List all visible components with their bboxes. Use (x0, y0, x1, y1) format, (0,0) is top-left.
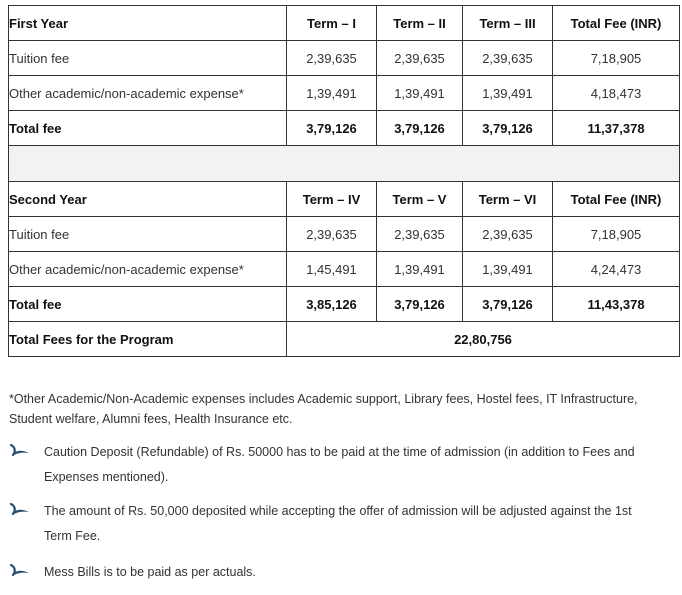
term-6-heading: Term – VI (463, 182, 553, 217)
term-1-heading: Term – I (287, 6, 377, 41)
table-row (9, 217, 680, 252)
table-cell: 4,18,473 (553, 76, 680, 111)
table-cell: 2,39,635 (463, 217, 553, 252)
table-cell: 3,79,126 (463, 111, 553, 146)
table-cell: 3,79,126 (377, 287, 463, 322)
table-cell: 3,79,126 (377, 111, 463, 146)
swoosh-bullet-icon (9, 562, 31, 578)
row-label: Other academic/non-academic expense* (9, 252, 287, 287)
separator-row (9, 146, 680, 182)
table-cell: 1,45,491 (287, 252, 377, 287)
table-cell: 1,39,491 (463, 252, 553, 287)
first-year-header-row (9, 6, 680, 41)
program-total-row (9, 322, 680, 357)
mess-bills-note: Mess Bills is to be paid as per actuals. (44, 565, 256, 579)
program-total-value: 22,80,756 (287, 322, 680, 357)
total-row (9, 287, 680, 322)
table-cell: 1,39,491 (377, 76, 463, 111)
table-row (9, 76, 680, 111)
table-cell: 11,37,378 (553, 111, 680, 146)
fee-structure-table (8, 5, 680, 357)
table-cell: 2,39,635 (377, 41, 463, 76)
table-cell: 2,39,635 (463, 41, 553, 76)
table-cell: 1,39,491 (463, 76, 553, 111)
second-year-header-row (9, 182, 680, 217)
table-cell: 2,39,635 (377, 217, 463, 252)
table-cell: 1,39,491 (287, 76, 377, 111)
table-cell: 1,39,491 (377, 252, 463, 287)
total-fee-heading: Total Fee (INR) (553, 182, 680, 217)
term-2-heading: Term – II (377, 6, 463, 41)
table-cell: 7,18,905 (553, 41, 680, 76)
program-total-label: Total Fees for the Program (9, 322, 287, 357)
table-cell: 11,43,378 (553, 287, 680, 322)
table-row (9, 41, 680, 76)
table-cell: 3,79,126 (463, 287, 553, 322)
row-label: Tuition fee (9, 217, 287, 252)
table-cell: 3,85,126 (287, 287, 377, 322)
table-cell: 2,39,635 (287, 41, 377, 76)
caution-deposit-note: Caution Deposit (Refundable) of Rs. 50000 has to be paid at the time of admission (in addition to Fees and Expenses mentioned). (44, 445, 635, 484)
term-3-heading: Term – III (463, 6, 553, 41)
table-cell: 7,18,905 (553, 217, 680, 252)
first-year-heading: First Year (9, 6, 287, 41)
deposit-adjustment-note: The amount of Rs. 50,000 deposited while accepting the offer of admission will be adjusted against the 1st Term Fee. (44, 504, 632, 543)
table-cell: 2,39,635 (287, 217, 377, 252)
table-row (9, 252, 680, 287)
second-year-heading: Second Year (9, 182, 287, 217)
separator-cell (9, 146, 680, 182)
total-fee-heading: Total Fee (INR) (553, 6, 680, 41)
table-cell: 3,79,126 (287, 111, 377, 146)
row-label: Tuition fee (9, 41, 287, 76)
term-4-heading: Term – IV (287, 182, 377, 217)
row-label: Total fee (9, 287, 287, 322)
swoosh-bullet-icon (9, 501, 31, 517)
row-label: Other academic/non-academic expense* (9, 76, 287, 111)
row-label: Total fee (9, 111, 287, 146)
expenses-footnote: *Other Academic/Non-Academic expenses includes Academic support, Library fees, Hostel fees, IT Infrastructure, Student welfare, Alumni fees, Health Insurance etc. (9, 392, 638, 426)
swoosh-bullet-icon (9, 442, 31, 458)
table-cell: 4,24,473 (553, 252, 680, 287)
total-row (9, 111, 680, 146)
term-5-heading: Term – V (377, 182, 463, 217)
